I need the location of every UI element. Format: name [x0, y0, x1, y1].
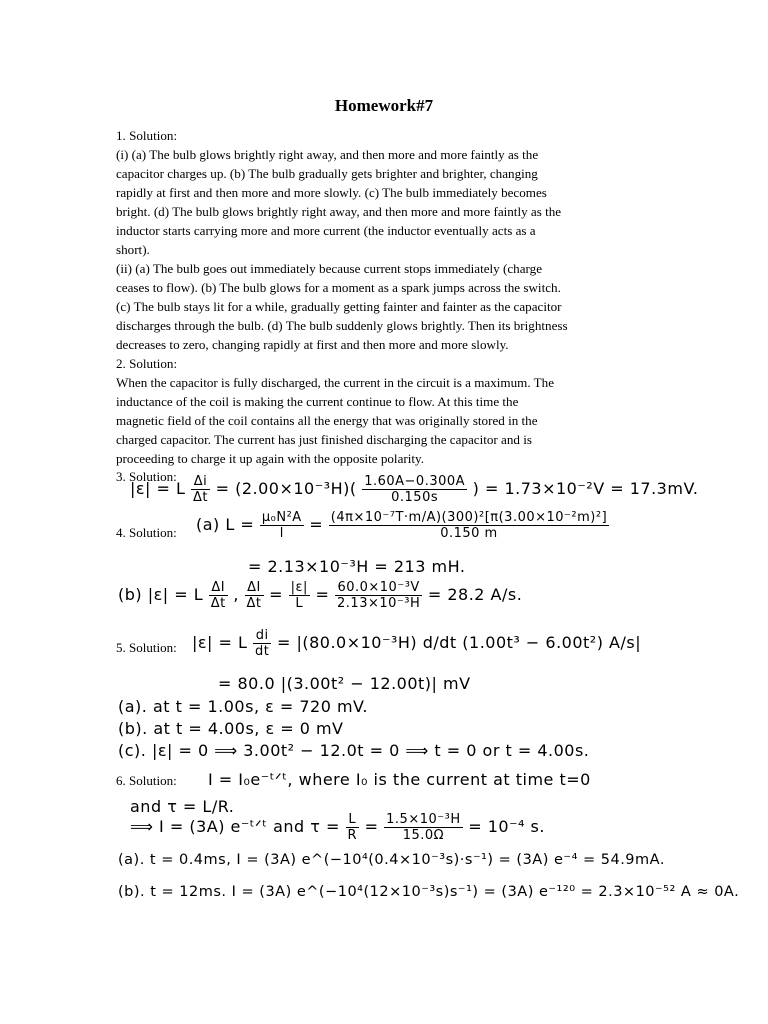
- s4a-fraction-formula: [260, 510, 304, 541]
- text-line: 1. Solution:: [116, 128, 178, 143]
- s4b-frac3-den: L: [295, 596, 304, 611]
- solution-5b: (b). at t = 4.00s, ε = 0 mV: [118, 719, 344, 738]
- solution-6-line-2: and τ = L/R.: [130, 797, 235, 816]
- s4b-frac2-den: Δt: [246, 596, 262, 611]
- s4b-eq2: =: [315, 585, 330, 604]
- s3-frac1-num: Δi: [191, 474, 210, 490]
- solution-5-equation: [192, 628, 641, 659]
- s4b-comma: ,: [233, 585, 239, 604]
- text-line: (i) (a) The bulb glows brightly right away, and then more and more faintly as the: [116, 147, 539, 162]
- text-line: bright. (d) The bulb glows brightly right away, and then more and more faintly as the: [116, 204, 562, 219]
- s4b-result: = 28.2 A/s.: [427, 585, 523, 604]
- s4b-frac1-den: Δt: [210, 596, 226, 611]
- s5-lhs: |ε| = L: [192, 633, 248, 652]
- text-line: (ii) (a) The bulb goes out immediately because current stops immediately (charge: [116, 261, 543, 276]
- page-title: Homework#7: [334, 96, 434, 115]
- s4a-eq: =: [309, 515, 324, 534]
- s6-fraction-time-constant: [346, 812, 360, 843]
- s6-frac2-num: 1.5×10⁻³H: [386, 812, 461, 827]
- text-line: discharges through the bulb. (d) The bulb suddenly glows brightly. Then its brightness: [116, 318, 568, 333]
- s4a-frac2-den: 0.150 m: [440, 526, 498, 541]
- s5-frac-den: dt: [255, 644, 270, 659]
- text-line: short).: [116, 242, 150, 257]
- s4b-frac3-num: |ε|: [290, 580, 308, 595]
- s5-rhs: = |(80.0×10⁻³H) d/dt (1.00t³ − 6.00t²) A/s|: [276, 633, 642, 652]
- text-line: charged capacitor. The current has just finished discharging the capacitor and is: [116, 432, 532, 447]
- s4b-fraction-4: [335, 580, 422, 611]
- solution-5-line-2: = 80.0 |(3.00t² − 12.00t)| mV: [218, 674, 471, 693]
- solution-6a: (a). t = 0.4ms, I = (3A) e^(−10⁴(0.4×10⁻³s)·s⁻¹) = (3A) e⁻⁴ = 54.9mA.: [118, 852, 665, 868]
- text-line: inductor starts carrying more and more current (the inductor eventually acts as a: [116, 223, 536, 238]
- solution-3-equation: [130, 474, 698, 505]
- text-line: When the capacitor is fully discharged, the current in the circuit is a maximum. The: [116, 375, 555, 390]
- s6-frac2-den: 15.0Ω: [402, 828, 445, 843]
- text-line: 2. Solution:: [116, 356, 178, 371]
- s4b-eq1: =: [269, 585, 284, 604]
- solution-4-label: 4. Solution:: [116, 525, 177, 540]
- solution-4a-equation: [196, 510, 609, 541]
- s6-l3-lead: ⟹ I = (3A) e⁻ᵗᐟᵗ and τ =: [130, 817, 340, 836]
- s4a-fraction-values: [329, 510, 609, 541]
- solution-6-label: 6. Solution:: [116, 773, 177, 788]
- s4b-frac4-num: 60.0×10⁻³V: [335, 580, 422, 596]
- s5-fraction-derivative: [253, 628, 271, 659]
- text-line: (c) The bulb stays lit for a while, gradually getting fainter and fainter as the capacitor: [116, 299, 562, 314]
- s4a-frac1-den: l: [279, 526, 284, 541]
- solution-3-label: 3. Solution:: [116, 469, 177, 484]
- s4b-frac4-den: 2.13×10⁻³H: [337, 596, 421, 611]
- s3-frac1-den: Δt: [193, 490, 209, 505]
- text-line: ceases to flow). (b) The bulb glows for a moment as a spark jumps across the switch.: [116, 280, 561, 295]
- text-line: rapidly at first and then more and more slowly. (c) The bulb immediately becomes: [116, 185, 547, 200]
- s6-l3-rhs: = 10⁻⁴ s.: [468, 817, 545, 836]
- s3-fraction-rate: [191, 474, 210, 505]
- s3-lhs: |ε| = L: [130, 479, 186, 498]
- solution-5c: (c). |ε| = 0 ⟹ 3.00t² − 12.0t = 0 ⟹ t = 0 or t = 4.00s.: [118, 741, 590, 760]
- s6-l3-eq: =: [364, 817, 379, 836]
- s4b-fraction-3: [289, 580, 310, 611]
- s3-frac2-num: 1.60A−0.300A: [364, 474, 466, 489]
- s4a-lhs: (a) L =: [196, 515, 255, 534]
- s4b-fraction-1: [209, 580, 228, 611]
- solution-5a: (a). at t = 1.00s, ε = 720 mV.: [118, 697, 369, 716]
- s6-frac1-num: L: [346, 812, 360, 828]
- s3-fraction-current: [362, 474, 467, 505]
- solution-5-label: 5. Solution:: [116, 640, 177, 655]
- solution-6-line-3: [130, 812, 545, 843]
- s4b-fraction-2: [245, 580, 264, 611]
- solution-6b: (b). t = 12ms. I = (3A) e^(−10⁴(12×10⁻³s)s⁻¹) = (3A) e⁻¹²⁰ = 2.3×10⁻⁵² A ≈ 0A.: [118, 884, 740, 900]
- text-line: inductance of the coil is making the current continue to flow. At this time the: [116, 394, 519, 409]
- s6-fraction-values: [384, 812, 462, 843]
- solutions-1-2-text: [116, 126, 656, 468]
- text-line: decreases to zero, changing rapidly at first and then more and more slowly.: [116, 337, 509, 352]
- s4b-frac1-num: ΔI: [209, 580, 228, 596]
- text-line: magnetic field of the coil contains all the energy that was originally stored in the: [116, 413, 538, 428]
- s4a-frac2-num: (4π×10⁻⁷T·m/A)(300)²[π(3.00×10⁻²m)²]: [330, 510, 608, 525]
- s5-frac-num: di: [253, 628, 271, 644]
- s6-frac1-den: R: [347, 828, 358, 843]
- text-line: capacitor charges up. (b) The bulb gradually gets brighter and brighter, changing: [116, 166, 538, 181]
- s4b-frac2-num: ΔI: [245, 580, 264, 596]
- s4a-frac1-num: μ₀N²A: [261, 510, 302, 525]
- s3-frac2-den: 0.150s: [391, 490, 439, 505]
- s4b-lhs: (b) |ε| = L: [118, 585, 204, 604]
- s3-rhs: ) = 1.73×10⁻²V = 17.3mV.: [472, 479, 699, 498]
- solution-6-line-1: I = I₀e⁻ᵗᐟᵗ, where I₀ is the current at time t=0: [208, 770, 591, 789]
- solution-4b-equation: [118, 580, 522, 611]
- text-line: proceeding to charge it up again with the opposite polarity.: [116, 451, 424, 466]
- solution-4a-result: = 2.13×10⁻³H = 213 mH.: [248, 557, 466, 576]
- s3-mid: = (2.00×10⁻³H)(: [215, 479, 357, 498]
